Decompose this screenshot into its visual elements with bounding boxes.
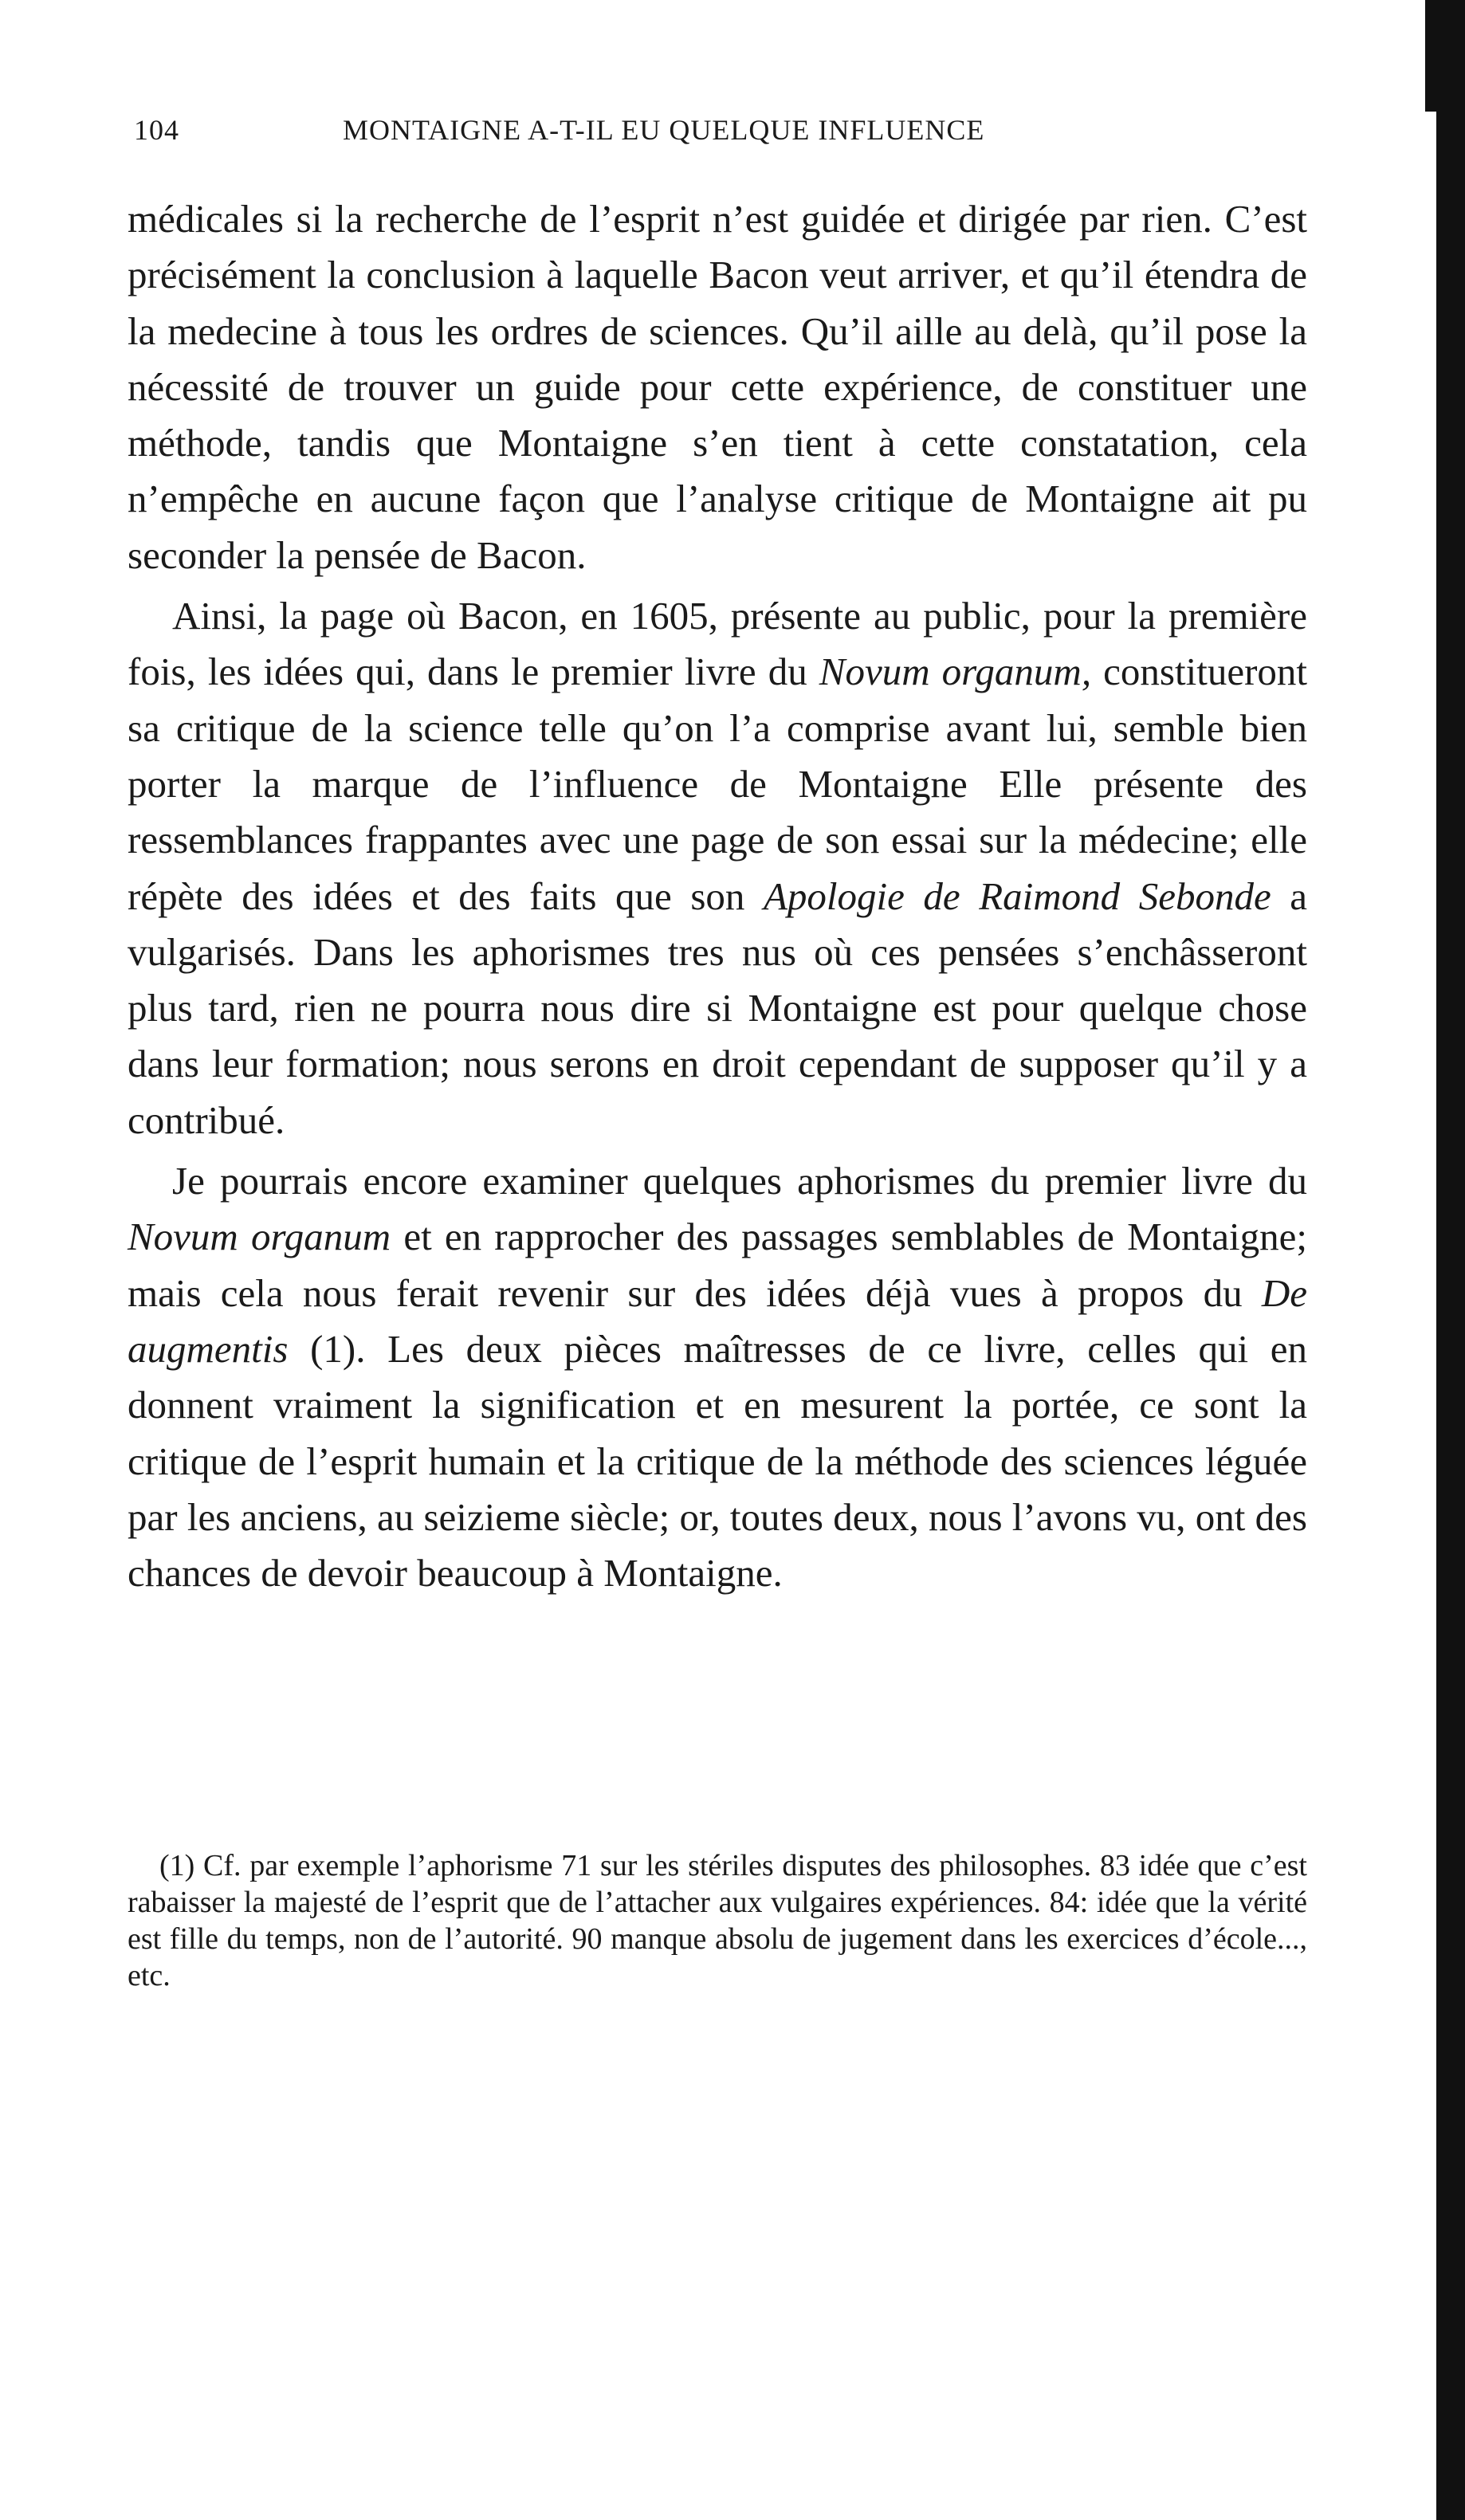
book-title-de-augmentis: De augmentis (128, 1270, 1307, 1371)
footnote-text: (1) Cf. par exemple l’aphorisme 71 sur les stériles disputes des philosophes. 83 idée que c’est rabaisser la majesté de l’esprit que de l’attacher aux vulgaires expériences. 84: idée que la vérité est fille du temps, non de l’autorité. 90 manque absolu de jugement dans les exercices d’école..., etc. (128, 1849, 1307, 1992)
footnote (128, 1847, 1307, 1994)
paragraph-2-part-a: Ainsi, la page où Bacon, en 1605, présente au public, pour la première fois, les idées qui, dans le premier livre du (128, 594, 1307, 694)
paragraph-3-part-c: (1). Les deux pièces maîtresses de ce livre, celles qui en donnent vraiment la signification et en mesurent la portée, ce sont la critique de l’esprit humain et la critique de la méthode des sciences léguée par les anciens, au seizieme siècle; or, toutes deux, nous l’avons vu, ont des chances de devoir beaucoup à Montaigne. (128, 1326, 1307, 1596)
paragraph-3-part-b: et en rapprocher des passages semblables de Montaigne; mais cela nous ferait revenir sur des idées déjà vues à propos du (128, 1215, 1307, 1315)
paragraph-3-part-a: Je pourrais encore examiner quelques aphorismes du premier livre du (172, 1159, 1307, 1203)
paragraph-2-part-b: constitueront sa critique de la science telle qu’on l’a comprise avant lui, semble bien porter la marque de l’influence de Montaigne Elle présente des ressemblances frappantes avec une page de son essai sur la médecine; elle répète des idées et des faits que son (128, 650, 1307, 918)
paragraph-1-text: médicales si la recherche de l’esprit n’est guidée et dirigée par rien. C’est précisément la conclusion à laquelle Bacon veut arriver, et qu’il étendra de la medecine à tous les ordres de sciences. Qu’il aille au delà, qu’il pose la nécessité de trouver un guide pour cette expérience, de constituer une méthode, tandis que Montaigne s’en tient à cette constatation, cela n’empêche en aucune façon que l’analyse critique de Montaigne ait pu seconder la pensée de Bacon. (128, 197, 1307, 577)
page-edge-shadow-top (1425, 0, 1436, 112)
book-title-novum-organum: Novum organum, (819, 650, 1092, 694)
running-title: MONTAIGNE A-T-IL EU QUELQUE INFLUENCE (343, 114, 985, 146)
running-head (128, 113, 1307, 161)
book-title-novum-organum-2: Novum organum (128, 1215, 391, 1259)
paragraph-1 (128, 191, 1307, 583)
paragraph-2-part-c: a vulgarisés. Dans les aphorismes tres nus où ces pensées s’enchâsseront plus tard, rien ne pourra nous dire si Montaigne est pour quelque chose dans leur formation; nous serons en droit cependant de supposer qu’il y a contribué. (128, 873, 1308, 1142)
page-edge-shadow (1436, 0, 1465, 2520)
paragraph-2 (128, 588, 1307, 1148)
book-title-apologie: Apologie de Raimond Sebonde (763, 873, 1271, 918)
book-page (128, 0, 1307, 2520)
body-text (128, 191, 1307, 1601)
page-number: 104 (134, 114, 179, 146)
paragraph-3 (128, 1153, 1307, 1601)
